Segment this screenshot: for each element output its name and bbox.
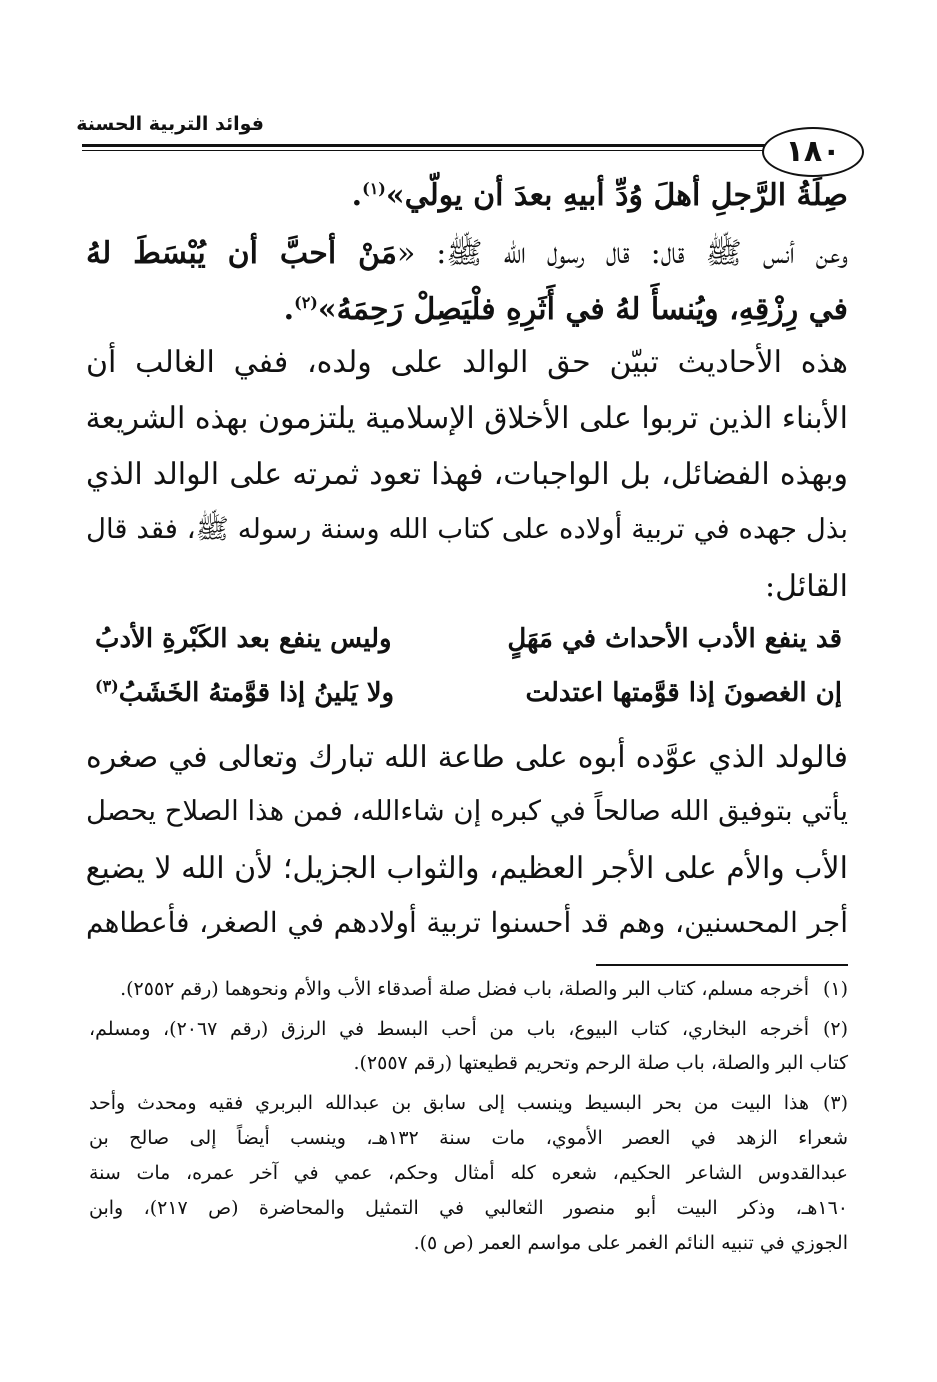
end-period-2: . (283, 292, 295, 327)
body-line-8: القائل: (765, 569, 848, 604)
footnote-ref-1: (١) (362, 179, 386, 198)
poem-verse-1-first-hemistich: قد ينفع الأدب الأحداث في مَهَلٍ (507, 624, 842, 654)
footnote-3-number: (٣) (822, 1092, 848, 1114)
poem-verse-2-second-text: ولا يَلينُ إذا قوَّمتهُ الخَشَبُ (118, 678, 395, 708)
footnote-3-line-5: الجوزي في تنبيه النائم الغمر على مواسم العمر (ص ٥). (413, 1232, 848, 1254)
page-number: ١٨٠ (785, 134, 841, 169)
body-line-3-text: في رِزْقِهِ، ويُنسأَ لهُ في أَثَرِهِ فلْيَصِلْ رَحِمَهُ» (317, 292, 848, 327)
header-rule-thick (82, 144, 772, 147)
body-line-6: وبهذه الفضائل، بل الواجبات، فهذا تعود ثمرته على الوالد الذي (86, 457, 848, 492)
footnote-2-line-1: أخرجه البخاري، كتاب البيوع، باب من أحب البسط في الرزق (رقم ٢٠٦٧)، ومسلم، (89, 1018, 809, 1040)
body-line-2-prefix: وعن أنس ﷺ قال: قال رسول الله ﷺ: « (396, 236, 848, 271)
body-line-11: الأب والأم على الأجر العظيم، والثواب الجزيل؛ لأن الله لا يضيع (85, 851, 848, 886)
footnote-ref-2: (٢) (294, 293, 318, 312)
end-period: . (351, 178, 363, 213)
poem-verse-1-second-hemistich: وليس ينفع بعد الكَبْرةِ الأدبُ (95, 624, 392, 654)
body-line-7: بذل جهده في تربية أولاده على كتاب الله وسنة رسوله ﷺ، فقد قال (86, 513, 848, 545)
footnote-2-line-2: كتاب البر والصلة، باب صلة الرحم وتحريم قطيعتها (رقم ٢٥٥٧). (353, 1052, 848, 1074)
body-line-2 (86, 236, 848, 272)
body-line-3 (284, 292, 848, 328)
body-line-4: هذه الأحاديث تبيّن حق الوالد على ولده، ففي الغالب أن (86, 345, 848, 380)
page-number-oval (762, 127, 864, 177)
footnote-2-number: (٢) (822, 1018, 848, 1040)
body-line-1 (352, 178, 848, 214)
header-rule-thin (82, 150, 772, 151)
body-line-1-text: صِلَةُ الرَّجلِ أهلَ وُدِّ أبيهِ بعدَ أن يولّي» (385, 178, 848, 213)
footnote-3-line-4: ١٦٠هـ، وذكر البيت أبو منصور الثعالبي في التمثيل والمحاضرة (ص ٢١٧)، وابن (89, 1197, 848, 1219)
hadith-start: مَنْ أحبَّ أن يُبْسَطَ لهُ (86, 236, 397, 271)
footnote-3-line-2: شعراء الزهد في العصر الأموي، مات سنة ١٣٢هـ، وينسب أيضاً إلى صالح بن (89, 1127, 848, 1149)
body-line-9: فالولد الذي عوَّده أبوه على طاعة الله تبارك وتعالى في صغره (86, 740, 848, 775)
footnote-3-line-1: هذا البيت من بحر البسيط وينسب إلى سابق بن عبدالله البربري فقيه ومحدث وأحد (89, 1092, 809, 1114)
body-line-10: يأتي بتوفيق الله صالحاً في كبره إن شاءالله، فمن هذا الصلاح يحصل (85, 795, 848, 827)
running-header-title: فوائد التربية الحسنة (76, 113, 264, 135)
poem-verse-2-first-hemistich: إن الغصونَ إذا قوَّمتها اعتدلت (525, 678, 842, 708)
body-line-12: أجر المحسنين، وهم قد أحسنوا تربية أولادهم في الصغر، فأعطاهم (86, 906, 848, 939)
footnote-ref-3: (٣) (95, 676, 119, 696)
footnote-3-line-3: عبدالقدوس الشاعر الحكيم، شعره كله أمثال وحكم، عمي في آخر عمره، مات سنة (89, 1162, 848, 1184)
footnote-1-number: (١) (822, 978, 848, 1000)
footnote-1-text: أخرجه مسلم، كتاب البر والصلة، باب فضل صلة أصدقاء الأب والأم ونحوهما (رقم ٢٥٥٢). (120, 978, 809, 1000)
poem-verse-2-second-hemistich (95, 678, 394, 708)
footnote-separator (596, 964, 848, 966)
body-line-5: الأبناء الذين تربوا على الأخلاق الإسلامية يلتزمون بهذه الشريعة (85, 401, 848, 436)
